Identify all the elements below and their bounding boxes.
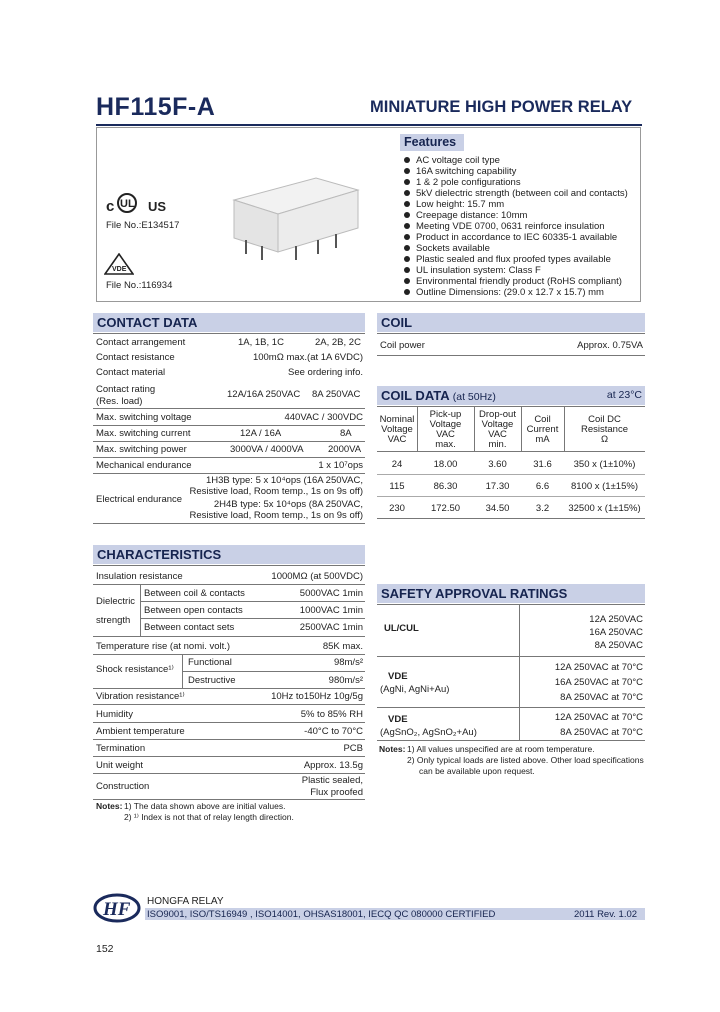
char-rule-top bbox=[93, 565, 365, 566]
vibration-label: Vibration resistance¹⁾ bbox=[96, 691, 185, 702]
max-power-2: 2000VA bbox=[328, 444, 362, 455]
contact-material-value: See ordering info. bbox=[288, 367, 363, 378]
contact-material-label: Contact material bbox=[96, 367, 166, 378]
coil-table-cell: 17.30 bbox=[485, 481, 510, 492]
contact-rule-top bbox=[93, 333, 365, 334]
char-notes-label: Notes: bbox=[96, 801, 123, 811]
coil-data-temp: at 23°C bbox=[606, 389, 642, 401]
coil-header: COIL bbox=[377, 313, 645, 332]
coil-table-header: Pick-up bbox=[429, 409, 462, 420]
coil-rule-bottom bbox=[377, 355, 645, 356]
coil-table-cell: 115 bbox=[389, 481, 405, 492]
feature-bullet-icon bbox=[404, 278, 410, 284]
page-number: 152 bbox=[96, 943, 114, 955]
feature-bullet-icon bbox=[404, 201, 410, 207]
characteristics-header: CHARACTERISTICS bbox=[93, 545, 365, 564]
max-voltage-value: 440VAC / 300VDC bbox=[284, 412, 363, 423]
coil-table-cell: 230 bbox=[389, 503, 405, 514]
char-rule-6 bbox=[182, 671, 365, 672]
safety-note-1: 1) All values unspecified are at room temperature. bbox=[407, 744, 595, 754]
contact-arrangement-1: 1A, 1B, 1C bbox=[238, 337, 284, 348]
safety-notes-label: Notes: bbox=[379, 744, 406, 754]
feature-item: Outline Dimensions: (29.0 x 12.7 x 15.7) mm bbox=[416, 287, 604, 298]
coil-table-header: VAC bbox=[436, 429, 455, 440]
feature-bullet-icon bbox=[404, 289, 410, 295]
max-current-2: 8A bbox=[340, 428, 352, 439]
dielectric-divider bbox=[140, 584, 141, 636]
mech-endurance-value: 1 x 10⁷ops bbox=[318, 460, 363, 471]
contact-data-header: CONTACT DATA bbox=[93, 313, 365, 332]
coil-table-rule-header bbox=[377, 451, 645, 452]
feature-bullet-icon bbox=[404, 212, 410, 218]
coil-data-title: COIL DATA bbox=[381, 388, 450, 403]
safety-ul-1: 12A 250VAC bbox=[589, 614, 643, 625]
elec-endurance-2: Resistive load, Room temp., 1s on 9s off) bbox=[189, 486, 363, 497]
contact-rating-2: 8A 250VAC bbox=[312, 389, 361, 400]
humidity-value: 5% to 85% RH bbox=[300, 709, 363, 720]
char-note-2: 2) ¹⁾ Index is not that of relay length direction. bbox=[124, 812, 294, 822]
construction-value-2: Flux proofed bbox=[310, 787, 363, 798]
contact-resistance-label: Contact resistance bbox=[96, 352, 175, 363]
vde-logo-text: VDE bbox=[112, 266, 127, 273]
footer-revision: 2011 Rev. 1.02 bbox=[574, 909, 638, 920]
coil-power-label: Coil power bbox=[380, 340, 425, 351]
coil-table-header: Resistance bbox=[581, 424, 628, 435]
contact-rating-label-2: (Res. load) bbox=[96, 396, 143, 407]
ul-logo-us: US bbox=[148, 199, 167, 214]
insulation-value: 1000MΩ (at 500VDC) bbox=[271, 571, 363, 582]
char-rule-12 bbox=[93, 773, 365, 774]
max-current-label: Max. switching current bbox=[96, 428, 191, 439]
contact-rule-5 bbox=[93, 473, 365, 474]
char-rule-5 bbox=[93, 654, 365, 655]
page-title: HF115F-A bbox=[96, 93, 216, 121]
functional-label: Functional bbox=[188, 657, 232, 668]
coil-table-header: Voltage bbox=[381, 424, 413, 435]
feature-bullet-icon bbox=[404, 234, 410, 240]
coil-table-rule-bottom bbox=[377, 518, 645, 519]
max-power-label: Max. switching power bbox=[96, 444, 187, 455]
safety-vde2-2: 8A 250VAC at 70°C bbox=[560, 727, 643, 738]
elec-endurance-label: Electrical endurance bbox=[96, 494, 183, 505]
vibration-value: 10Hz to150Hz 10g/5g bbox=[271, 691, 363, 702]
safety-vde1-label: VDE bbox=[388, 671, 408, 682]
feature-bullet-icon bbox=[404, 245, 410, 251]
feature-item: Creepage distance: 10mm bbox=[416, 210, 528, 221]
feature-item: Plastic sealed and flux proofed types available bbox=[416, 254, 611, 265]
feature-bullet-icon bbox=[404, 190, 410, 196]
coil-power-value: Approx. 0.75VA bbox=[577, 340, 643, 351]
coil-table-header: mA bbox=[535, 434, 550, 445]
contact-rule-2 bbox=[93, 425, 365, 426]
coil-table-header: Coil DC bbox=[588, 414, 621, 425]
destructive-value: 980m/s² bbox=[328, 675, 363, 686]
feature-item: UL insulation system: Class F bbox=[416, 265, 541, 276]
temp-rise-value: 85K max. bbox=[322, 641, 363, 652]
temp-rise-label: Temperature rise (at nomi. volt.) bbox=[96, 641, 231, 652]
coil-table-header: Voltage bbox=[481, 419, 514, 430]
coil-table-cell: 6.6 bbox=[535, 481, 550, 492]
contact-resistance-value: 100mΩ max.(at 1A 6VDC) bbox=[252, 352, 363, 363]
destructive-label: Destructive bbox=[188, 675, 236, 686]
feature-item: AC voltage coil type bbox=[416, 155, 500, 166]
construction-value-1: Plastic sealed, bbox=[301, 775, 363, 786]
feature-bullet-icon bbox=[404, 256, 410, 262]
safety-vde1-1: 12A 250VAC at 70°C bbox=[554, 662, 643, 673]
contact-rule-3 bbox=[93, 441, 365, 442]
contact-rating-1: 12A/16A 250VAC bbox=[227, 389, 301, 400]
elec-endurance-4: Resistive load, Room temp., 1s on 9s off) bbox=[189, 510, 363, 521]
coil-table-cell: 31.6 bbox=[533, 459, 552, 470]
dielectric-label-2: strength bbox=[96, 615, 131, 626]
safety-divider bbox=[519, 604, 520, 740]
safety-vde2-sub: (AgSnO₂, AgSnO₂+Au) bbox=[380, 727, 477, 738]
feature-bullet-icon bbox=[404, 157, 410, 163]
between-sets-value: 2500VAC 1min bbox=[299, 622, 363, 633]
safety-header: SAFETY APPROVAL RATINGS bbox=[377, 584, 645, 603]
safety-ul-label: UL/CUL bbox=[384, 623, 419, 634]
feature-bullet-icon bbox=[404, 223, 410, 229]
char-rule-10 bbox=[93, 739, 365, 740]
termination-label: Termination bbox=[96, 743, 146, 754]
weight-label: Unit weight bbox=[96, 760, 143, 771]
between-coil-label: Between coil & contacts bbox=[144, 588, 245, 599]
contact-arrangement-2: 2A, 2B, 2C bbox=[315, 337, 361, 348]
coil-table-cell: 34.50 bbox=[485, 503, 510, 514]
file-no-vde: File No.:116934 bbox=[106, 280, 173, 291]
between-coil-value: 5000VAC 1min bbox=[299, 588, 363, 599]
safety-note-3: can be available upon request. bbox=[419, 766, 535, 776]
page-subtitle: MINIATURE HIGH POWER RELAY bbox=[370, 98, 633, 116]
header-rule bbox=[96, 124, 642, 126]
char-note-1: 1) The data shown above are initial values. bbox=[124, 801, 286, 811]
relay-product-icon bbox=[226, 160, 366, 270]
safety-rule-1 bbox=[377, 656, 645, 657]
vde-logo bbox=[104, 253, 134, 275]
feature-bullet-icon bbox=[404, 267, 410, 273]
max-current-1: 12A / 16A bbox=[240, 428, 282, 439]
char-rule-8 bbox=[93, 704, 365, 705]
coil-table-header: min. bbox=[488, 439, 507, 450]
coil-table-header: VAC bbox=[387, 434, 407, 445]
coil-table-row-rule bbox=[377, 474, 645, 475]
coil-table-cell: 350 x (1±10%) bbox=[573, 459, 636, 470]
coil-table-cell: 8100 x (1±15%) bbox=[570, 481, 638, 492]
between-open-label: Between open contacts bbox=[144, 605, 243, 616]
feature-item: Environmental friendly product (RoHS compliant) bbox=[416, 276, 622, 287]
feature-item: 5kV dielectric strength (between coil and contacts) bbox=[416, 188, 628, 199]
safety-rule-2 bbox=[377, 707, 645, 708]
feature-bullet-icon bbox=[404, 168, 410, 174]
coil-table-cell: 32500 x (1±15%) bbox=[568, 503, 641, 514]
coil-table-row-rule bbox=[377, 496, 645, 497]
coil-rule-top bbox=[377, 333, 645, 334]
feature-item: 1 & 2 pole configurations bbox=[416, 177, 521, 188]
char-rule-9 bbox=[93, 722, 365, 723]
svg-text:UL: UL bbox=[120, 198, 135, 210]
safety-vde1-sub: (AgNi, AgNi+Au) bbox=[380, 684, 450, 695]
hongfa-logo-icon bbox=[93, 893, 141, 923]
max-voltage-label: Max. switching voltage bbox=[96, 412, 192, 423]
contact-arrangement-label: Contact arrangement bbox=[96, 337, 186, 348]
max-power-1: 3000VA / 4000VA bbox=[230, 444, 304, 455]
coil-table-header: Current bbox=[526, 424, 559, 435]
char-rule-2 bbox=[140, 601, 365, 602]
safety-ul-2: 16A 250VAC bbox=[589, 627, 643, 638]
vde-triangle-icon bbox=[104, 253, 134, 275]
coil-data-note: (at 50Hz) bbox=[452, 391, 496, 403]
contact-rating-label: Contact rating bbox=[96, 384, 156, 395]
company-name: HONGFA RELAY bbox=[147, 896, 224, 907]
coil-table-cell: 172.50 bbox=[430, 503, 461, 514]
footer-certs: ISO9001, ISO/TS16949 , ISO14001, OHSAS18001, IECQ QC 080000 CERTIFIED bbox=[147, 909, 496, 920]
shock-label: Shock resistance¹⁾ bbox=[96, 664, 174, 675]
elec-endurance-3: 2H4B type: 5x 10⁴ops (8A 250VAC, bbox=[213, 499, 363, 510]
contact-rule-bottom bbox=[93, 523, 365, 524]
safety-vde2-1: 12A 250VAC at 70°C bbox=[554, 712, 643, 723]
relay-image bbox=[226, 160, 366, 270]
safety-vde1-2: 16A 250VAC at 70°C bbox=[554, 677, 643, 688]
coil-table-header: Coil bbox=[534, 414, 551, 425]
between-open-value: 1000VAC 1min bbox=[299, 605, 363, 616]
termination-value: PCB bbox=[343, 743, 363, 754]
ambient-label: Ambient temperature bbox=[96, 726, 185, 737]
file-no-ul: File No.:E134517 bbox=[106, 220, 180, 231]
svg-text:c: c bbox=[106, 198, 115, 214]
char-rule-bottom bbox=[93, 799, 365, 800]
coil-table-header: VAC bbox=[488, 429, 507, 440]
safety-ul-3: 8A 250VAC bbox=[594, 640, 643, 651]
coil-table-header: max. bbox=[435, 439, 456, 450]
coil-table-cell: 3.2 bbox=[535, 503, 550, 514]
coil-data-header bbox=[377, 386, 645, 405]
char-rule-1 bbox=[93, 584, 365, 585]
features-title: Features bbox=[400, 134, 464, 151]
safety-vde2-label: VDE bbox=[388, 714, 408, 725]
feature-bullet-icon bbox=[404, 179, 410, 185]
insulation-label: Insulation resistance bbox=[96, 571, 183, 582]
coil-table-cell: 3.60 bbox=[488, 459, 507, 470]
construction-label: Construction bbox=[96, 781, 150, 792]
coil-table-header: Nominal bbox=[379, 414, 415, 425]
coil-table-header: Drop-out bbox=[479, 409, 516, 420]
feature-item: Product in accordance to IEC 60335-1 available bbox=[416, 232, 618, 243]
feature-item: Meeting VDE 0700, 0631 reinforce insulation bbox=[416, 221, 605, 232]
coil-table-cell: 86.30 bbox=[433, 481, 458, 492]
char-rule-3 bbox=[140, 618, 365, 619]
coil-table-cell: 24 bbox=[391, 459, 403, 470]
contact-rule-1 bbox=[93, 408, 365, 409]
humidity-label: Humidity bbox=[96, 709, 133, 720]
contact-rule-4 bbox=[93, 457, 365, 458]
safety-note-2: 2) Only typical loads are listed above. Other load specifications bbox=[407, 755, 644, 765]
coil-table-cell: 18.00 bbox=[433, 459, 458, 470]
dielectric-label: Dielectric bbox=[96, 596, 136, 607]
ambient-value: -40°C to 70°C bbox=[304, 726, 363, 737]
feature-item: Sockets available bbox=[416, 243, 490, 254]
feature-item: 16A switching capability bbox=[416, 166, 517, 177]
svg-text:HF: HF bbox=[103, 899, 131, 920]
feature-item: Low height: 15.7 mm bbox=[416, 199, 505, 210]
functional-value: 98m/s² bbox=[333, 657, 363, 668]
elec-endurance-1: 1H3B type: 5 x 10⁴ops (16A 250VAC, bbox=[205, 475, 363, 486]
safety-rule-top bbox=[377, 604, 645, 605]
char-rule-4 bbox=[93, 636, 365, 637]
weight-value: Approx. 13.5g bbox=[303, 760, 363, 771]
char-rule-11 bbox=[93, 756, 365, 757]
hongfa-logo bbox=[93, 893, 141, 923]
coil-table-header: Ω bbox=[600, 434, 609, 445]
safety-rule-bottom bbox=[377, 740, 645, 741]
safety-vde1-3: 8A 250VAC at 70°C bbox=[560, 692, 643, 703]
mech-endurance-label: Mechanical endurance bbox=[96, 460, 192, 471]
coil-table-header: Voltage bbox=[429, 419, 462, 430]
between-sets-label: Between contact sets bbox=[144, 622, 235, 633]
char-rule-7 bbox=[93, 688, 365, 689]
